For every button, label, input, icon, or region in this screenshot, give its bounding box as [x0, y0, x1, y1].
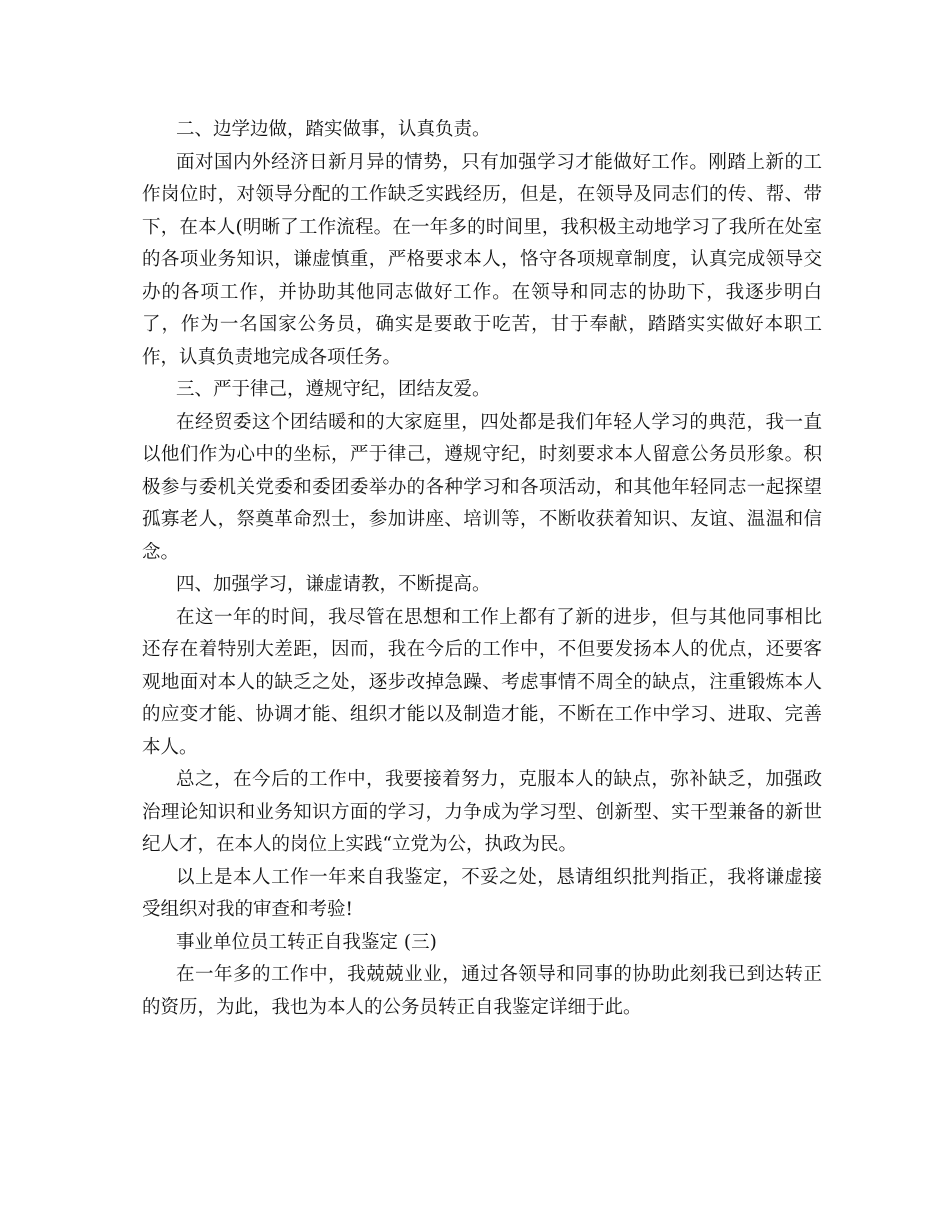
document-subtitle: 事业单位员工转正自我鉴定 (三) [176, 931, 437, 953]
body-paragraph: 在这一年的时间，我尽管在思想和工作上都有了新的进步，但与其他同事相比还存在着特别大差距，因而，我在今后的工作中，不但要发扬本人的优点，还要客观地面对本人的缺乏之处，逐步改掉急躁、考虑事情不周全的缺点，注重锻炼本人的应变才能、协调才能、组织才能以及制造才能，不断在工作中学习、进取、完善本人。 [142, 606, 822, 758]
section-heading-three: 三、严于律己，遵规守纪，团结友爱。 [176, 379, 491, 400]
body-paragraph: 以上是本人工作一年来自我鉴定，不妥之处，恳请组织批判指正，我将谦虚接受组织对我的审查和考验! [142, 866, 822, 920]
body-paragraph: 在一年多的工作中，我兢兢业业，通过各领导和同事的协助此刻我已到达转正的资历，为此，我也为本人的公务员转正自我鉴定详细于此。 [142, 964, 822, 1018]
body-paragraph: 面对国内外经济日新月异的情势，只有加强学习才能做好工作。刚踏上新的工作岗位时，对领导分配的工作缺乏实践经历，但是，在领导及同志们的传、帮、带下，在本人(明晰了工作流程。在一年多的时间里，我积极主动地学习了我所在处室的各项业务知识，谦虚慎重，严格要求本人，恪守各项规章制度，认真完成领导交办的各项工作，并协助其他同志做好工作。在领导和同志的协助下，我逐步明白了，作为一名国家公务员，确实是要敢于吃苦，甘于奉献，踏踏实实做好本职工作，认真负责地完成各项任务。 [142, 151, 822, 368]
document-body [142, 114, 822, 1024]
body-paragraph: 总之，在今后的工作中，我要接着努力，克服本人的缺点，弥补缺乏，加强政治理论知识和业务知识方面的学习，力争成为学习型、创新型、实干型兼备的新世纪人才，在本人的岗位上实践“立党为公，执政为民。 [142, 769, 822, 855]
section-heading-four: 四、加强学习，谦虚请教，不断提高。 [176, 574, 491, 595]
body-paragraph: 在经贸委这个团结暖和的大家庭里，四处都是我们年轻人学习的典范，我一直以他们作为心中的坐标，严于律己，遵规守纪，时刻要求本人留意公务员形象。积极参与委机关党委和委团委举办的各种学习和各项活动，和其他年轻同志一起探望孤寡老人，祭奠革命烈士，参加讲座、培训等，不断收获着知识、友谊、温温和信念。 [142, 411, 822, 563]
section-heading-two: 二、边学边做，踏实做事，认真负责。 [176, 119, 491, 140]
